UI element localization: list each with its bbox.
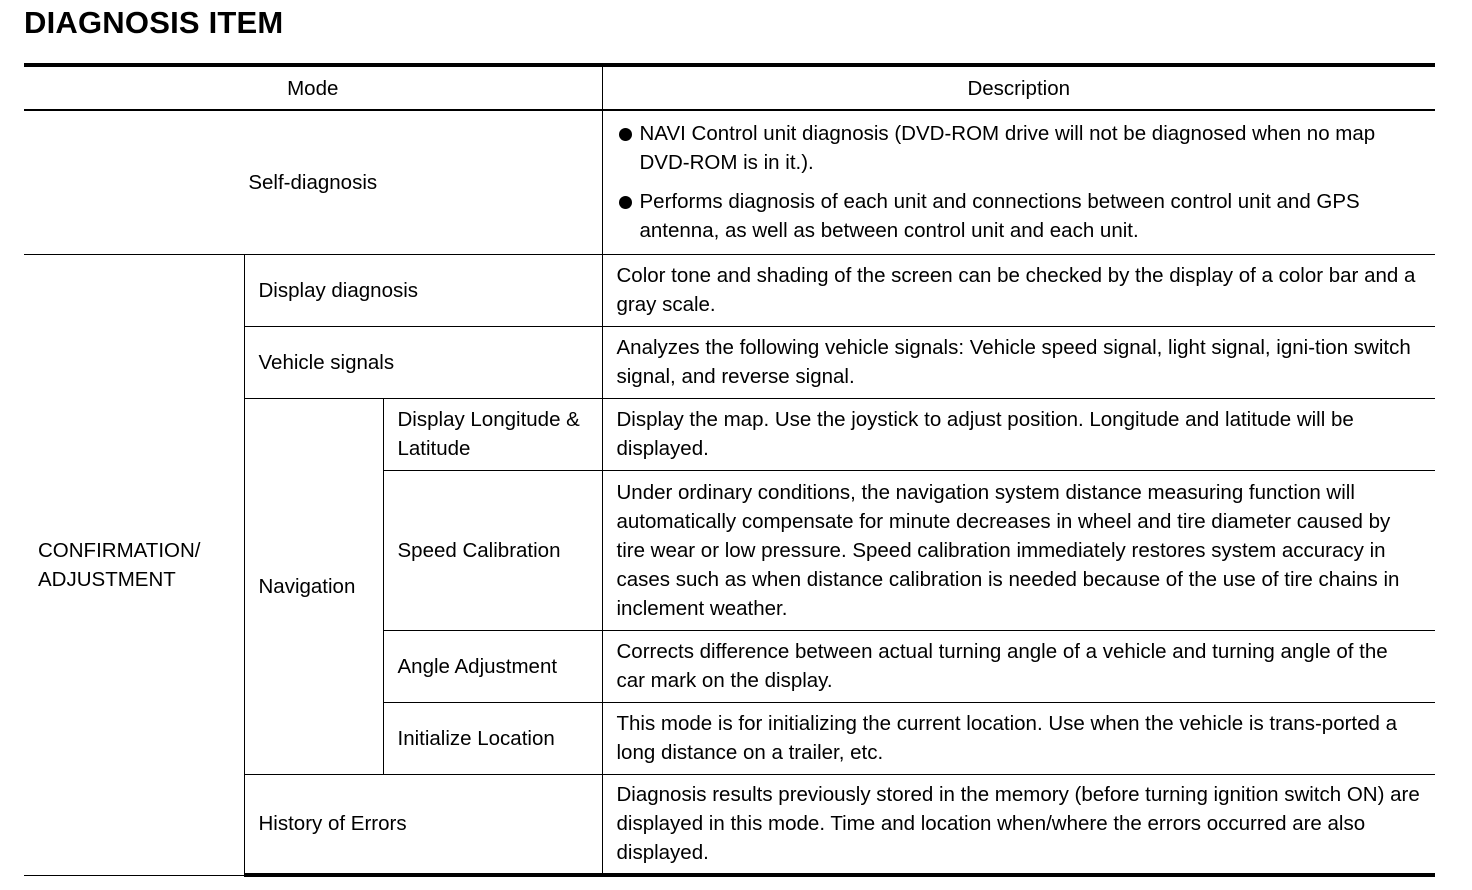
- initialize-location-description: This mode is for initializing the current location. Use when the vehicle is trans-ported a long distance on a trailer, etc.: [602, 702, 1435, 774]
- mode-column-header: Mode: [24, 65, 602, 110]
- display-diagnosis-description: Color tone and shading of the screen can be checked by the display of a color bar and a gray scale.: [602, 254, 1435, 326]
- self-diagnosis-mode: Self-diagnosis: [24, 110, 602, 254]
- self-diagnosis-bullet-list: [617, 119, 1422, 245]
- speed-calibration-mode: Speed Calibration: [383, 470, 602, 630]
- bullet-item: Performs diagnosis of each unit and connections between control unit and GPS antenna, as well as between control unit and each unit.: [617, 187, 1422, 245]
- self-diagnosis-description: [602, 110, 1435, 254]
- vehicle-signals-mode: Vehicle signals: [244, 326, 602, 398]
- table-row: [24, 110, 1435, 254]
- history-of-errors-description: Diagnosis results previously stored in the memory (before turning ignition switch ON) are displayed in this mode. Time and location when/where the errors occurred are also displayed.: [602, 774, 1435, 875]
- bullet-item: NAVI Control unit diagnosis (DVD-ROM drive will not be diagnosed when no map DVD-ROM is in it.).: [617, 119, 1422, 177]
- description-column-header: Description: [602, 65, 1435, 110]
- table-header-row: [24, 65, 1435, 110]
- confirmation-adjustment-group: CONFIRMATION/ ADJUSTMENT: [24, 254, 244, 875]
- speed-calibration-description: Under ordinary conditions, the navigation system distance measuring function will automatically compensate for minute decreases in wheel and tire diameter caused by tire wear or low pressure. Speed calibration immediately restores system accuracy in cases such as when distance calibration is needed because of the use of tire chains in inclement weather.: [602, 470, 1435, 630]
- angle-adjustment-mode: Angle Adjustment: [383, 630, 602, 702]
- initialize-location-mode: Initialize Location: [383, 702, 602, 774]
- angle-adjustment-description: Corrects difference between actual turning angle of a vehicle and turning angle of the car mark on the display.: [602, 630, 1435, 702]
- diagnosis-item-table: [24, 63, 1435, 877]
- vehicle-signals-description: Analyzes the following vehicle signals: Vehicle speed signal, light signal, igni-tion switch signal, and reverse signal.: [602, 326, 1435, 398]
- history-of-errors-mode: History of Errors: [244, 774, 602, 875]
- display-longitude-latitude-description: Display the map. Use the joystick to adjust position. Longitude and latitude will be displayed.: [602, 398, 1435, 470]
- page-title: DIAGNOSIS ITEM: [24, 5, 284, 40]
- display-longitude-latitude-mode: Display Longitude & Latitude: [383, 398, 602, 470]
- display-diagnosis-mode: Display diagnosis: [244, 254, 602, 326]
- navigation-mode: Navigation: [244, 398, 383, 774]
- table-row: [24, 254, 1435, 326]
